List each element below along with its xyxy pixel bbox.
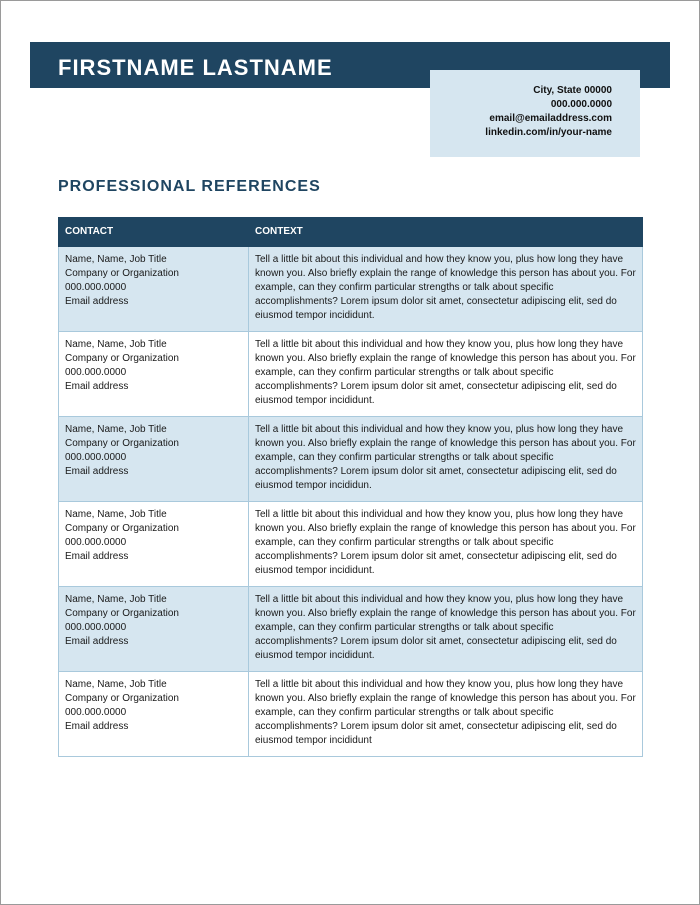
context-cell — [249, 332, 643, 417]
contact-email: email@emailaddress.com — [489, 113, 612, 124]
contact-linkedin: linkedin.com/in/your-name — [485, 127, 612, 138]
contact-cell — [59, 247, 249, 332]
reference-phone: 000.000.0000 — [65, 367, 127, 378]
reference-phone: 000.000.0000 — [65, 622, 127, 633]
column-header-contact: CONTACT — [59, 218, 249, 247]
contact-cell — [59, 587, 249, 672]
reference-company: Company or Organization — [65, 608, 179, 619]
table-row — [59, 587, 643, 672]
reference-email: Email address — [65, 466, 129, 477]
reference-name: Name, Name, Job Title — [65, 424, 167, 435]
table-row — [59, 417, 643, 502]
reference-email: Email address — [65, 636, 129, 647]
reference-company: Company or Organization — [65, 268, 179, 279]
table-header-row — [59, 218, 643, 247]
table-row — [59, 672, 643, 757]
reference-name: Name, Name, Job Title — [65, 509, 167, 520]
table-row — [59, 332, 643, 417]
reference-email: Email address — [65, 551, 129, 562]
context-cell — [249, 672, 643, 757]
reference-phone: 000.000.0000 — [65, 452, 127, 463]
table-row — [59, 247, 643, 332]
reference-phone: 000.000.0000 — [65, 537, 127, 548]
contact-info-box — [430, 70, 640, 157]
contact-cell — [59, 417, 249, 502]
reference-email: Email address — [65, 721, 129, 732]
table-row — [59, 502, 643, 587]
reference-company: Company or Organization — [65, 353, 179, 364]
reference-context: Tell a little bit about this individual and how they know you, plus how long they have known you. Also briefly explain the range of knowledge this person has about you. For example, can they confirm particular strengths or talk about specific accomplishments? Lorem ipsum dolor sit amet, consectetur adipiscing elit, sed do eiusmod tempor incididunt. — [255, 509, 636, 576]
reference-name: Name, Name, Job Title — [65, 254, 167, 265]
contact-cell — [59, 502, 249, 587]
contact-location: City, State 00000 — [533, 85, 612, 96]
reference-context: Tell a little bit about this individual and how they know you, plus how long they have known you. Also briefly explain the range of knowledge this person has about you. For example, can they confirm particular strengths or talk about specific accomplishments? Lorem ipsum dolor sit amet, consectetur adipiscing elit, sed do eiusmod tempor incididun. — [255, 424, 636, 491]
reference-company: Company or Organization — [65, 438, 179, 449]
context-cell — [249, 417, 643, 502]
reference-name: Name, Name, Job Title — [65, 594, 167, 605]
reference-phone: 000.000.0000 — [65, 707, 127, 718]
contact-cell — [59, 332, 249, 417]
candidate-name: FIRSTNAME LASTNAME — [58, 55, 333, 80]
column-header-context: CONTEXT — [249, 218, 643, 247]
context-cell — [249, 587, 643, 672]
reference-context: Tell a little bit about this individual and how they know you, plus how long they have known you. Also briefly explain the range of knowledge this person has about you. For example, can they confirm particular strengths or talk about specific accomplishments? Lorem ipsum dolor sit amet, consectetur adipiscing elit, sed do eiusmod tempor incididunt. — [255, 594, 636, 661]
context-cell — [249, 502, 643, 587]
reference-context: Tell a little bit about this individual and how they know you, plus how long they have known you. Also briefly explain the range of knowledge this person has about you. For example, can they confirm particular strengths or talk about specific accomplishments? Lorem ipsum dolor sit amet, consectetur adipiscing elit, sed do eiusmod tempor incididunt — [255, 679, 636, 746]
reference-name: Name, Name, Job Title — [65, 339, 167, 350]
reference-email: Email address — [65, 296, 129, 307]
reference-context: Tell a little bit about this individual and how they know you, plus how long they have known you. Also briefly explain the range of knowledge this person has about you. For example, can they confirm particular strengths or talk about specific accomplishments? Lorem ipsum dolor sit amet, consectetur adipiscing elit, sed do eiusmod tempor incididunt. — [255, 254, 636, 321]
reference-email: Email address — [65, 381, 129, 392]
section-title: PROFESSIONAL REFERENCES — [58, 178, 321, 195]
reference-company: Company or Organization — [65, 523, 179, 534]
contact-phone: 000.000.0000 — [550, 99, 612, 110]
reference-name: Name, Name, Job Title — [65, 679, 167, 690]
references-table — [58, 217, 643, 757]
contact-cell — [59, 672, 249, 757]
context-cell — [249, 247, 643, 332]
reference-phone: 000.000.0000 — [65, 282, 127, 293]
reference-context: Tell a little bit about this individual and how they know you, plus how long they have known you. Also briefly explain the range of knowledge this person has about you. For example, can they confirm particular strengths or talk about specific accomplishments? Lorem ipsum dolor sit amet, consectetur adipiscing elit, sed do eiusmod tempor incididunt. — [255, 339, 636, 406]
reference-company: Company or Organization — [65, 693, 179, 704]
